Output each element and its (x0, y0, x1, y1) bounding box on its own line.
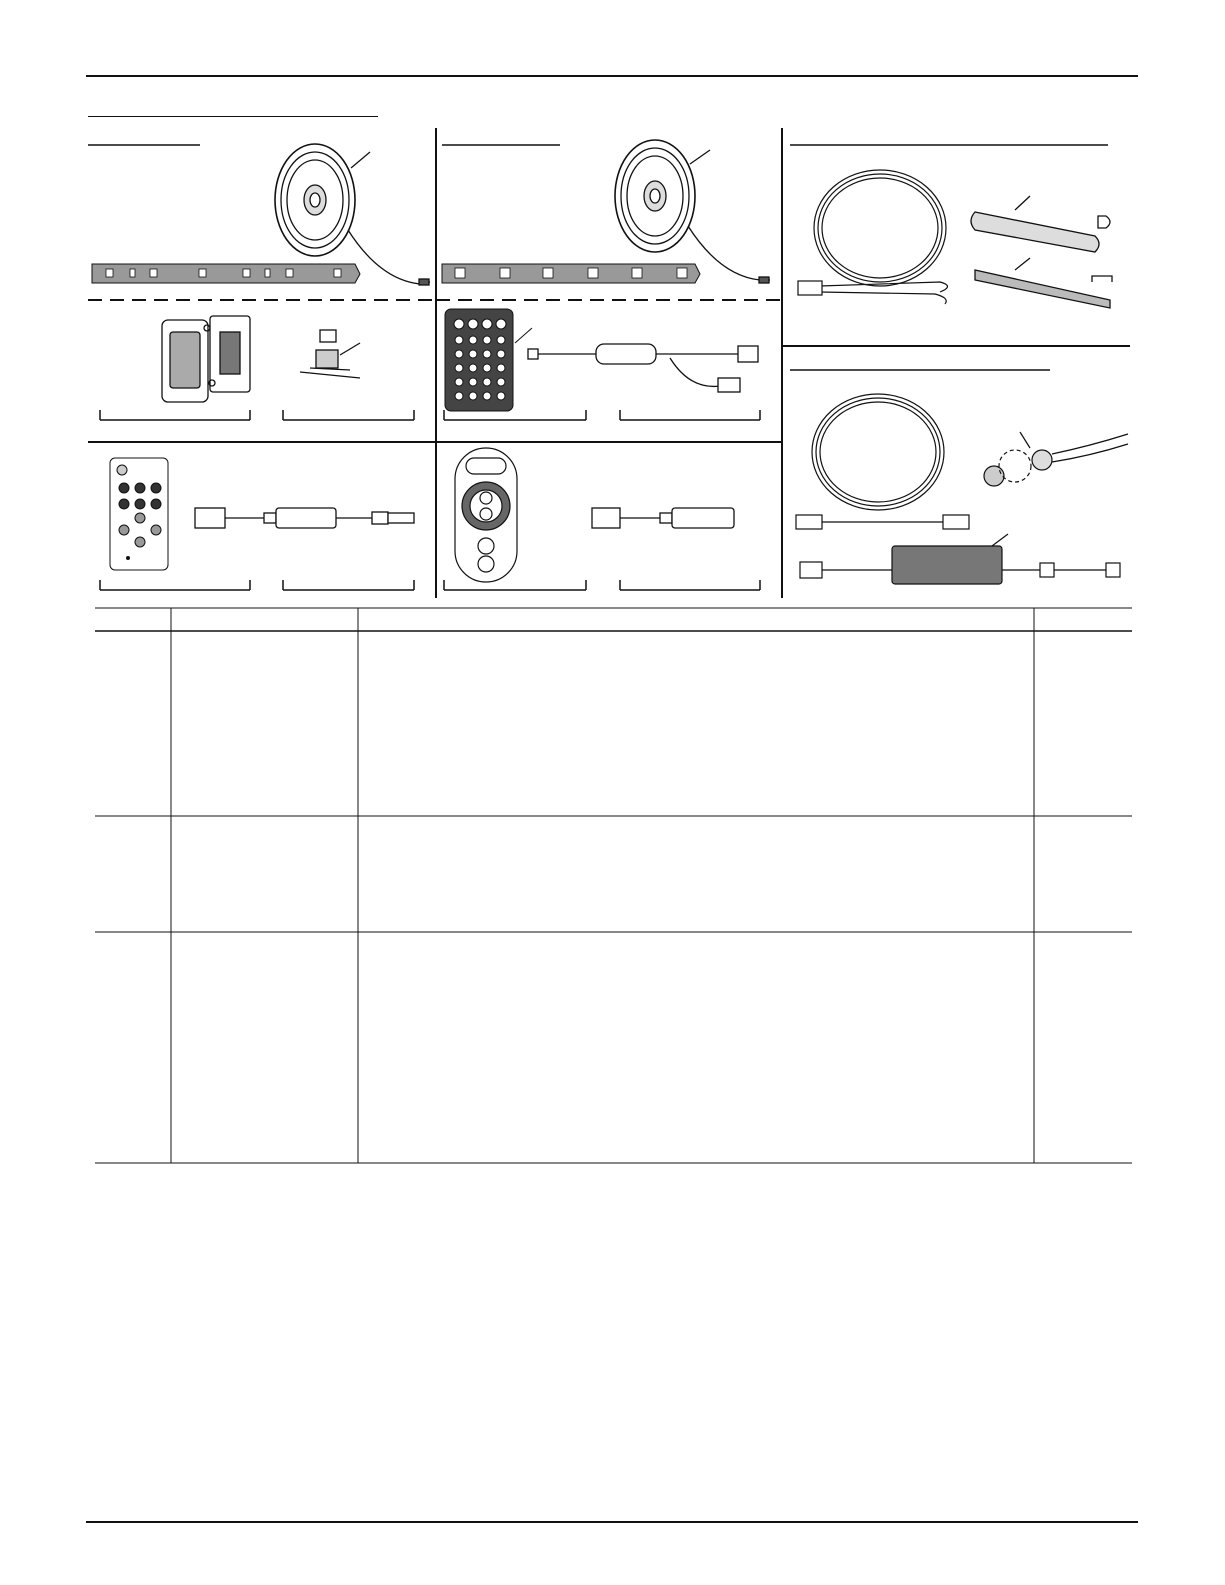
table-row (95, 932, 1132, 1163)
table-row (95, 816, 1132, 932)
table-row (95, 631, 1132, 816)
